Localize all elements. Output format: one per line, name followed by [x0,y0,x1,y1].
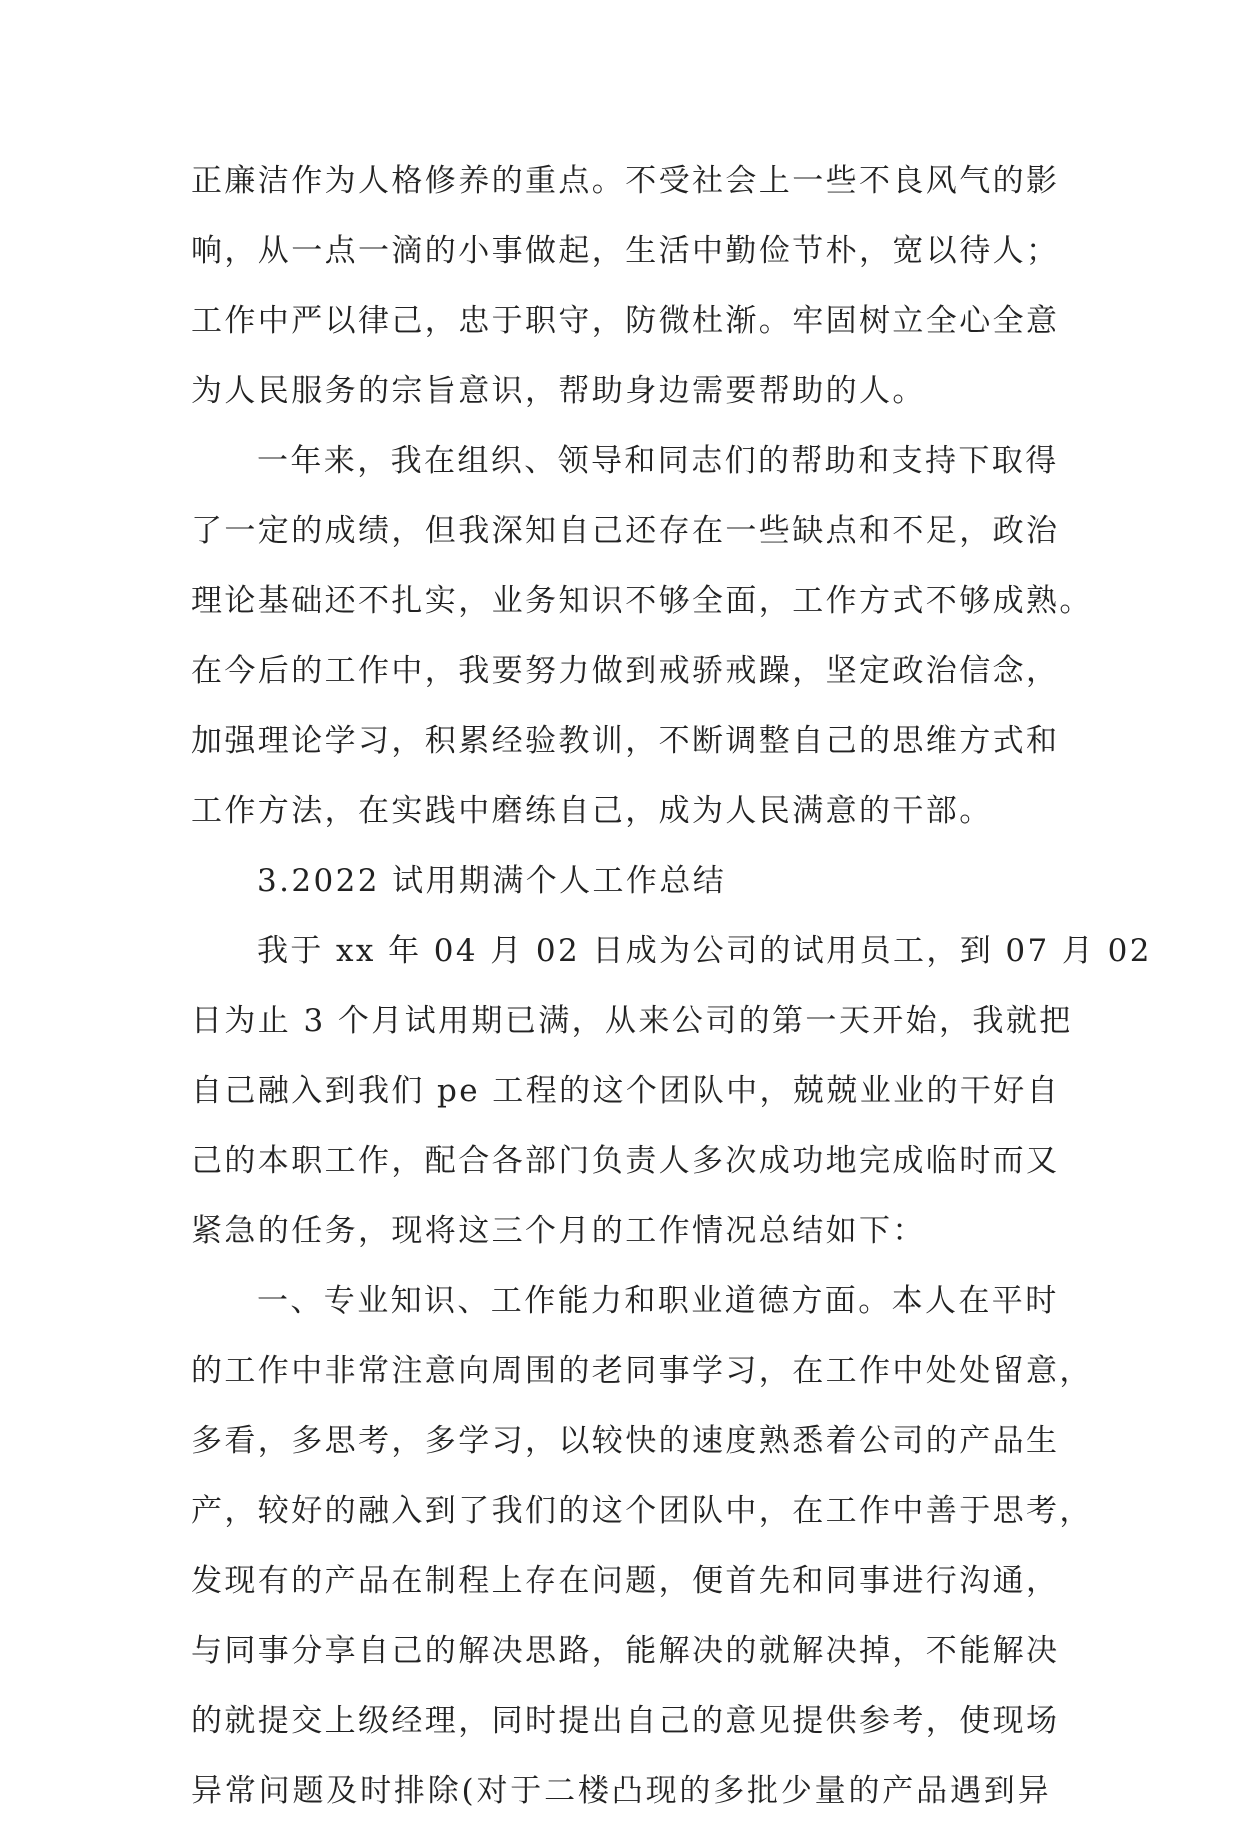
text-line: 紧急的任务，现将这三个月的工作情况总结如下： [191,1213,926,1249]
paragraph-first-line: 一、专业知识、工作能力和职业道德方面。本人在平时 [257,1283,1059,1319]
text-line: 发现有的产品在制程上存在问题，便首先和同事进行沟通， [191,1563,1060,1599]
paragraph-first-line: 我于 xx 年 04 月 02 日成为公司的试用员工，到 07 月 02 [257,933,1152,969]
text-line: 的工作中非常注意向周围的老同事学习，在工作中处处留意， [191,1353,1093,1389]
text-line: 理论基础还不扎实，业务知识不够全面，工作方式不够成熟。 [191,583,1093,619]
section-heading: 3.2022 试用期满个人工作总结 [257,863,727,899]
text-line: 己的本职工作，配合各部门负责人多次成功地完成临时而又 [191,1143,1060,1179]
text-line: 为人民服务的宗旨意识，帮助身边需要帮助的人。 [191,373,926,409]
document-body [191,146,1152,1826]
text-line: 日为止 3 个月试用期已满，从来公司的第一天开始，我就把 [191,1003,1073,1039]
text-line: 自己融入到我们 pe 工程的这个团队中，兢兢业业的干好自 [191,1073,1061,1109]
text-line: 响，从一点一滴的小事做起，生活中勤俭节朴，宽以待人； [191,233,1060,269]
text-line: 的就提交上级经理，同时提出自己的意见提供参考，使现场 [191,1703,1060,1739]
text-line: 与同事分享自己的解决思路，能解决的就解决掉，不能解决 [191,1633,1060,1669]
text-line: 了一定的成绩，但我深知自己还存在一些缺点和不足，政治 [191,513,1060,549]
text-line: 正廉洁作为人格修养的重点。不受社会上一些不良风气的影 [191,163,1060,199]
text-line: 加强理论学习，积累经验教训，不断调整自己的思维方式和 [191,723,1060,759]
text-line: 多看，多思考，多学习，以较快的速度熟悉着公司的产品生 [191,1423,1060,1459]
text-line: 异常问题及时排除(对于二楼凸现的多批少量的产品遇到异 [191,1773,1051,1809]
paragraph-first-line: 一年来，我在组织、领导和同志们的帮助和支持下取得 [257,443,1059,479]
text-line: 在今后的工作中，我要努力做到戒骄戒躁，坚定政治信念， [191,653,1060,689]
text-line: 工作中严以律己，忠于职守，防微杜渐。牢固树立全心全意 [191,303,1060,339]
text-line: 工作方法，在实践中磨练自己，成为人民满意的干部。 [191,793,993,829]
text-line: 产，较好的融入到了我们的这个团队中，在工作中善于思考， [191,1493,1093,1529]
